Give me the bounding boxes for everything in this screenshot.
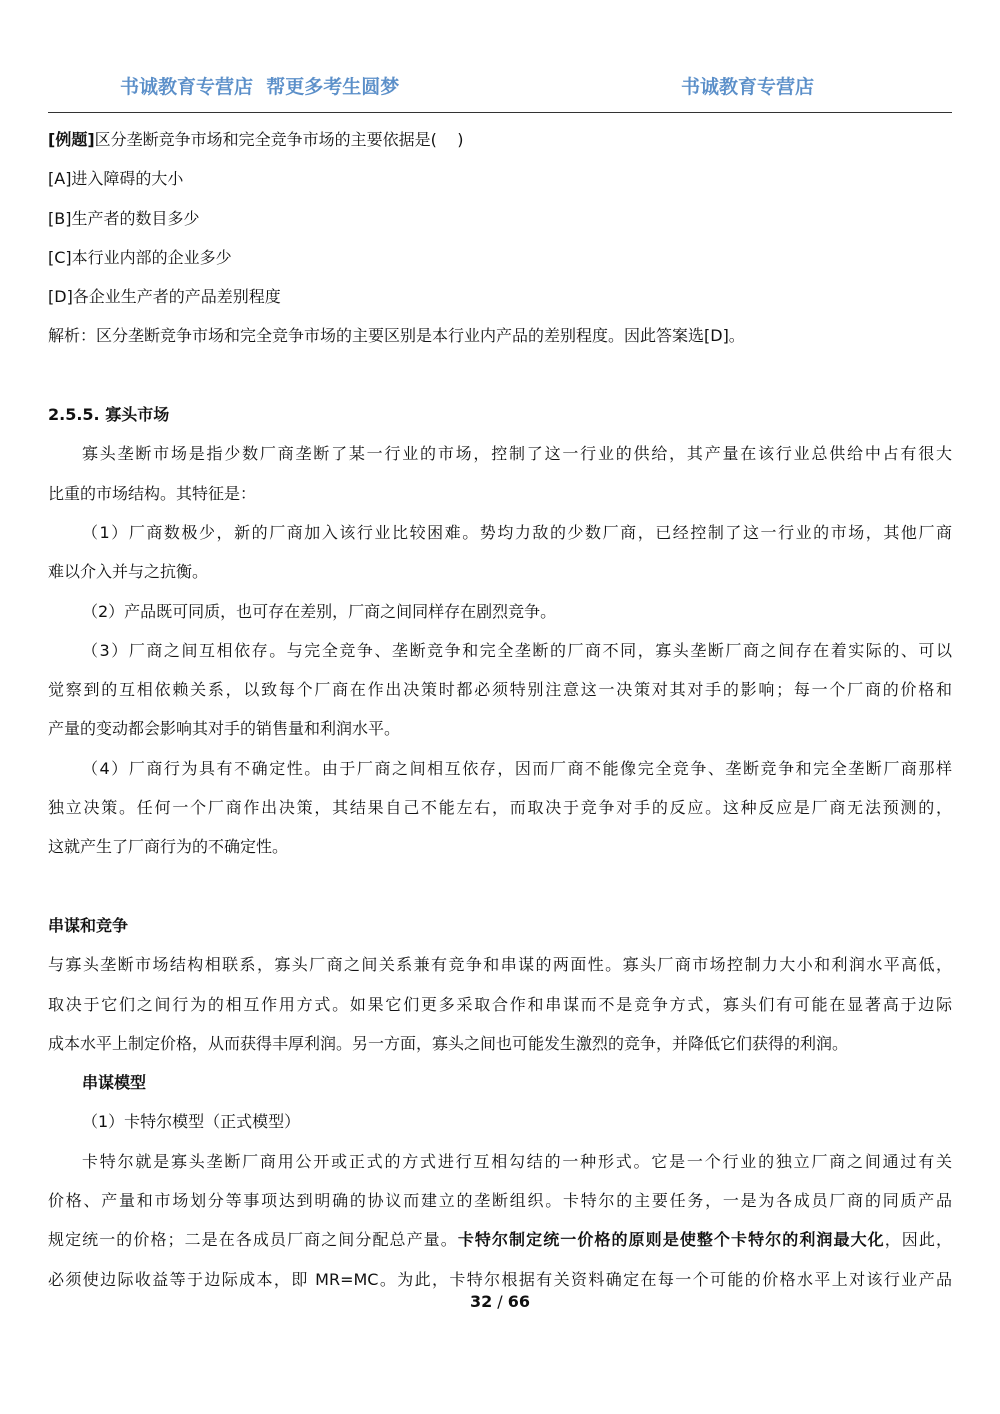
spacer [48,867,952,906]
feature-1-line-1: （1）厂商数极少，新的厂商加入该行业比较困难。势均力敌的少数厂商，已经控制了这一行业的市场，其他厂商 [82,522,952,542]
section-heading: 2.5.5. 寡头市场 [48,405,170,425]
intro-line-1: 寡头垄断市场是指少数厂商垄断了某一行业的市场，控制了这一行业的供给，其产量在该行业总供给中占有很大 [82,444,952,464]
example-question-text: 区分垄断竞争市场和完全竞争市场的主要依据是( ) [94,130,464,149]
page-header [48,72,952,110]
model-subheading: （1）卡特尔模型（正式模型） [82,1112,301,1132]
header-rule [48,112,952,113]
cartel-line-3 [48,1220,952,1259]
example-option-b: [B]生产者的数目多少 [48,208,200,228]
header-left-text: 书诚教育专营店 帮更多考生圆梦 [120,76,400,98]
collusion-line-2: 取决于它们之间行为的相互作用方式。如果它们更多采取合作和串谋而不是竞争方式，寡头们有可能在显著高于边际 [48,994,952,1014]
cartel-line-3-bold: 卡特尔制定统一价格的原则是使整个卡特尔的利润最大化 [457,1230,885,1250]
spacer [48,356,952,395]
example-option-a: [A]进入障碍的大小 [48,169,184,189]
feature-3-line-1: （3）厂商之间互相依存。与完全竞争、垄断竞争和完全垄断的厂商不同，寡头垄断厂商之间存在着实际的、可以 [82,640,952,660]
collusion-heading: 串谋和竞争 [48,915,129,935]
feature-1-line-2: 难以介入并与之抗衡。 [48,562,209,582]
cartel-line-1: 卡特尔就是寡头垄断厂商用公开或正式的方式进行互相勾结的一种形式。它是一个行业的独立厂商之间通过有关 [82,1151,952,1171]
feature-3-line-3: 产量的变动都会影响其对手的销售量和利润水平。 [48,719,401,739]
feature-4-line-1: （4）厂商行为具有不确定性。由于厂商之间相互依存，因而厂商不能像完全竞争、垄断竞争和完全垄断厂商那样 [82,758,952,778]
page-total: 66 [507,1292,531,1311]
feature-4-line-3: 这就产生了厂商行为的不确定性。 [48,837,289,857]
cartel-line-2: 价格、产量和市场划分等事项达到明确的协议而建立的垄断组织。卡特尔的主要任务，一是为各成员厂商的同质产品 [48,1191,952,1211]
cartel-line-4: 必须使边际收益等于边际成本，即 MR=MC。为此，卡特尔根据有关资料确定在每一个可能的价格水平上对该行业产品 [48,1269,952,1289]
cartel-line-3-post: ，因此， [884,1230,952,1250]
feature-3-line-2: 觉察到的互相依赖关系，以致每个厂商在作出决策时都必须特别注意这一决策对其对手的影响；每一个厂商的价格和 [48,680,952,700]
model-heading: 串谋模型 [82,1073,147,1093]
collusion-line-3: 成本水平上制定价格，从而获得丰厚利润。另一方面，寡头之间也可能发生激烈的竞争，并降低它们获得的利润。 [48,1033,849,1053]
example-option-d: [D]各企业生产者的产品差别程度 [48,287,281,307]
header-right-text: 书诚教育专营店 [680,76,814,98]
example-label: [例题] [48,130,95,149]
feature-2-line-1: （2）产品既可同质，也可存在差别，厂商之间同样存在剧烈竞争。 [82,601,557,621]
feature-4-line-2: 独立决策。任何一个厂商作出决策，其结果自己不能左右，而取决于竞争对手的反应。这种反应是厂商无法预测的， [48,798,952,818]
page-content [48,120,952,1299]
example-option-c: [C]本行业内部的企业多少 [48,247,232,267]
collusion-line-1: 与寡头垄断市场结构相联系，寡头厂商之间关系兼有竞争和串谋的两面性。寡头厂商市场控制力大小和利润水平高低， [48,955,952,975]
page-current: 32 [469,1292,493,1311]
page-number [0,1292,1000,1311]
example-question [48,120,952,159]
intro-line-2: 比重的市场结构。其特征是： [48,483,257,503]
page-separator: / [492,1292,508,1311]
cartel-line-3-pre: 规定统一的价格；二是在各成员厂商之间分配总产量。 [48,1230,458,1250]
example-analysis: 解析：区分垄断竞争市场和完全竞争市场的主要区别是本行业内产品的差别程度。因此答案选[D]。 [48,326,745,346]
